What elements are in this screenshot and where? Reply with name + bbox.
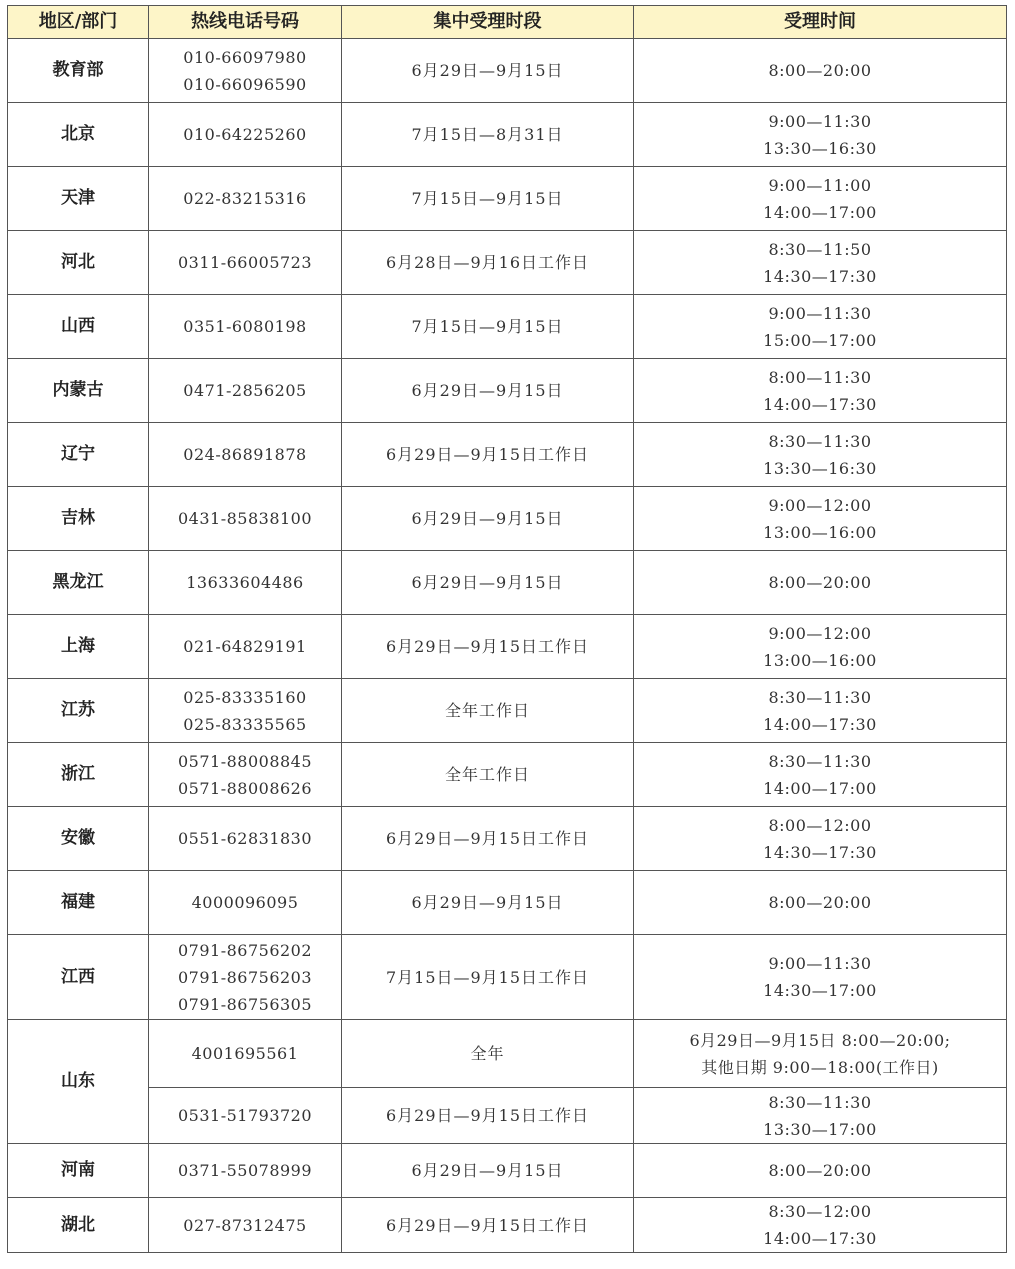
hours-cell: [634, 935, 1007, 1020]
header-phone: 热线电话号码: [149, 6, 342, 39]
cell-line: 010-64225260: [183, 125, 307, 144]
table-row: [8, 423, 1007, 487]
phone-cell: [149, 807, 342, 871]
period-cell: 6月29日—9月15日: [342, 1144, 634, 1198]
cell-line: 13633604486: [186, 573, 304, 592]
phone-cell: [149, 871, 342, 935]
header-hours: 受理时间: [634, 6, 1007, 39]
cell-line: 010-66097980: [183, 47, 307, 67]
cell-line: 0351-6080198: [183, 317, 307, 336]
cell-line: 0311-66005723: [177, 253, 313, 272]
table-row: [8, 231, 1007, 295]
period-cell: 6月28日—9月16日工作日: [342, 231, 634, 295]
cell-line: 8:30—11:30: [768, 431, 872, 451]
cell-line: 14:00—17:30: [763, 394, 877, 414]
table-row: [8, 1088, 1007, 1144]
phone-cell: [149, 295, 342, 359]
hours-cell: [634, 743, 1007, 807]
region-cell: 河南: [8, 1144, 149, 1198]
cell-line: 8:30—11:30: [768, 1092, 872, 1112]
cell-line: 9:00—11:30: [768, 111, 872, 131]
cell-line: 其他日期 9:00—18:00(工作日): [701, 1057, 939, 1077]
cell-line: 0791-86756202: [177, 940, 313, 960]
period-cell: 全年工作日: [342, 743, 634, 807]
table-row: [8, 1198, 1007, 1253]
period-cell: 7月15日—9月15日: [342, 167, 634, 231]
table-row: [8, 103, 1007, 167]
hours-cell: [634, 423, 1007, 487]
table-row: [8, 1144, 1007, 1198]
cell-line: 0791-86756203: [177, 967, 313, 987]
cell-line: 010-66096590: [183, 74, 307, 94]
table-row: [8, 167, 1007, 231]
cell-line: 8:30—11:50: [768, 239, 872, 259]
cell-line: 022-83215316: [183, 189, 307, 208]
period-cell: 6月29日—9月15日工作日: [342, 1198, 634, 1253]
cell-line: 14:00—17:00: [763, 778, 877, 798]
cell-line: 8:00—11:30: [768, 367, 872, 387]
region-cell: 上海: [8, 615, 149, 679]
cell-line: 0571-88008845: [177, 751, 313, 771]
phone-cell: [149, 551, 342, 615]
cell-line: 6月29日—9月15日 8:00—20:00;: [689, 1030, 951, 1050]
cell-line: 024-86891878: [183, 445, 307, 464]
cell-line: 025-83335160: [183, 687, 307, 707]
cell-line: 13:30—17:00: [763, 1119, 877, 1139]
region-cell: 江西: [8, 935, 149, 1020]
cell-line: 0431-85838100: [177, 509, 313, 528]
hotline-table: [7, 5, 1007, 1253]
cell-line: 14:00—17:30: [763, 714, 877, 734]
region-cell: 天津: [8, 167, 149, 231]
region-cell: 山西: [8, 295, 149, 359]
cell-line: 9:00—12:00: [768, 495, 872, 515]
table-row: [8, 39, 1007, 103]
cell-line: 8:00—20:00: [768, 893, 872, 912]
region-cell: 教育部: [8, 39, 149, 103]
cell-line: 8:30—11:30: [768, 687, 872, 707]
hours-cell: [634, 1144, 1007, 1198]
cell-line: 0531-51793720: [177, 1106, 313, 1125]
period-cell: 6月29日—9月15日: [342, 39, 634, 103]
cell-line: 14:00—17:30: [763, 1229, 877, 1248]
hours-cell: [634, 103, 1007, 167]
region-cell: 浙江: [8, 743, 149, 807]
hours-cell: [634, 295, 1007, 359]
cell-line: 9:00—11:30: [768, 303, 872, 323]
phone-cell: [149, 231, 342, 295]
table-row: [8, 487, 1007, 551]
cell-line: 8:30—11:30: [768, 751, 872, 771]
phone-cell: [149, 39, 342, 103]
phone-cell: [149, 615, 342, 679]
table-row: [8, 743, 1007, 807]
cell-line: 0791-86756305: [177, 994, 313, 1014]
phone-cell: [149, 679, 342, 743]
header-row: [8, 6, 1007, 39]
hours-cell: [634, 167, 1007, 231]
region-cell: 福建: [8, 871, 149, 935]
phone-cell: [149, 1088, 342, 1144]
cell-line: 025-83335565: [183, 714, 307, 734]
cell-line: 9:00—12:00: [768, 623, 872, 643]
region-cell: 北京: [8, 103, 149, 167]
table-row: [8, 551, 1007, 615]
phone-cell: [149, 1144, 342, 1198]
cell-line: 8:00—12:00: [768, 815, 872, 835]
cell-line: 8:30—12:00: [768, 1202, 872, 1221]
cell-line: 14:30—17:30: [763, 266, 877, 286]
phone-cell: [149, 487, 342, 551]
cell-line: 4000096095: [191, 893, 299, 912]
period-cell: 7月15日—8月31日: [342, 103, 634, 167]
period-cell: 全年: [342, 1020, 634, 1088]
cell-line: 13:30—16:30: [763, 138, 877, 158]
cell-line: 0551-62831830: [177, 829, 313, 848]
period-cell: 6月29日—9月15日: [342, 871, 634, 935]
region-cell: 河北: [8, 231, 149, 295]
table-row: [8, 615, 1007, 679]
phone-cell: [149, 1198, 342, 1253]
period-cell: 6月29日—9月15日: [342, 359, 634, 423]
hours-cell: [634, 679, 1007, 743]
region-cell: 湖北: [8, 1198, 149, 1253]
region-cell: 安徽: [8, 807, 149, 871]
hours-cell: [634, 1020, 1007, 1088]
period-cell: 6月29日—9月15日工作日: [342, 1088, 634, 1144]
hours-cell: [634, 359, 1007, 423]
header-period: 集中受理时段: [342, 6, 634, 39]
cell-line: 8:00—20:00: [768, 1161, 872, 1180]
period-cell: 7月15日—9月15日工作日: [342, 935, 634, 1020]
hours-cell: [634, 1088, 1007, 1144]
region-cell: 黑龙江: [8, 551, 149, 615]
hours-cell: [634, 1198, 1007, 1253]
region-cell: 江苏: [8, 679, 149, 743]
cell-line: 4001695561: [191, 1044, 299, 1063]
region-cell: 内蒙古: [8, 359, 149, 423]
region-cell: 山东: [8, 1020, 149, 1144]
table-row: [8, 295, 1007, 359]
cell-line: 0471-2856205: [183, 381, 307, 400]
cell-line: 14:30—17:30: [763, 842, 877, 862]
hours-cell: [634, 871, 1007, 935]
table-row: [8, 359, 1007, 423]
period-cell: 全年工作日: [342, 679, 634, 743]
region-cell: 辽宁: [8, 423, 149, 487]
table-row: [8, 1020, 1007, 1088]
hours-cell: [634, 615, 1007, 679]
table-row: [8, 935, 1007, 1020]
table-body: [8, 39, 1007, 1253]
table-row: [8, 679, 1007, 743]
cell-line: 027-87312475: [183, 1215, 307, 1235]
cell-line: 13:00—16:00: [763, 650, 877, 670]
cell-line: 13:00—16:00: [763, 522, 877, 542]
phone-cell: [149, 935, 342, 1020]
period-cell: 6月29日—9月15日工作日: [342, 615, 634, 679]
period-cell: 7月15日—9月15日: [342, 295, 634, 359]
cell-line: 8:00—20:00: [768, 61, 872, 80]
phone-cell: [149, 167, 342, 231]
table-row: [8, 807, 1007, 871]
period-cell: 6月29日—9月15日工作日: [342, 807, 634, 871]
cell-line: 14:00—17:00: [763, 202, 877, 222]
phone-cell: [149, 423, 342, 487]
hours-cell: [634, 551, 1007, 615]
cell-line: 15:00—17:00: [763, 330, 877, 350]
region-cell: 吉林: [8, 487, 149, 551]
phone-cell: [149, 1020, 342, 1088]
phone-cell: [149, 743, 342, 807]
header-region: 地区/部门: [8, 6, 149, 39]
period-cell: 6月29日—9月15日: [342, 551, 634, 615]
cell-line: 0571-88008626: [177, 778, 313, 798]
period-cell: 6月29日—9月15日: [342, 487, 634, 551]
hours-cell: [634, 487, 1007, 551]
cell-line: 14:30—17:00: [763, 981, 877, 1000]
phone-cell: [149, 103, 342, 167]
cell-line: 13:30—16:30: [763, 458, 877, 478]
hours-cell: [634, 807, 1007, 871]
hours-cell: [634, 39, 1007, 103]
cell-line: 9:00—11:00: [768, 175, 872, 195]
period-cell: 6月29日—9月15日工作日: [342, 423, 634, 487]
cell-line: 021-64829191: [183, 637, 307, 656]
cell-line: 8:00—20:00: [768, 573, 872, 592]
table-row: [8, 871, 1007, 935]
cell-line: 0371-55078999: [177, 1161, 313, 1180]
cell-line: 9:00—11:30: [768, 954, 872, 973]
phone-cell: [149, 359, 342, 423]
hours-cell: [634, 231, 1007, 295]
